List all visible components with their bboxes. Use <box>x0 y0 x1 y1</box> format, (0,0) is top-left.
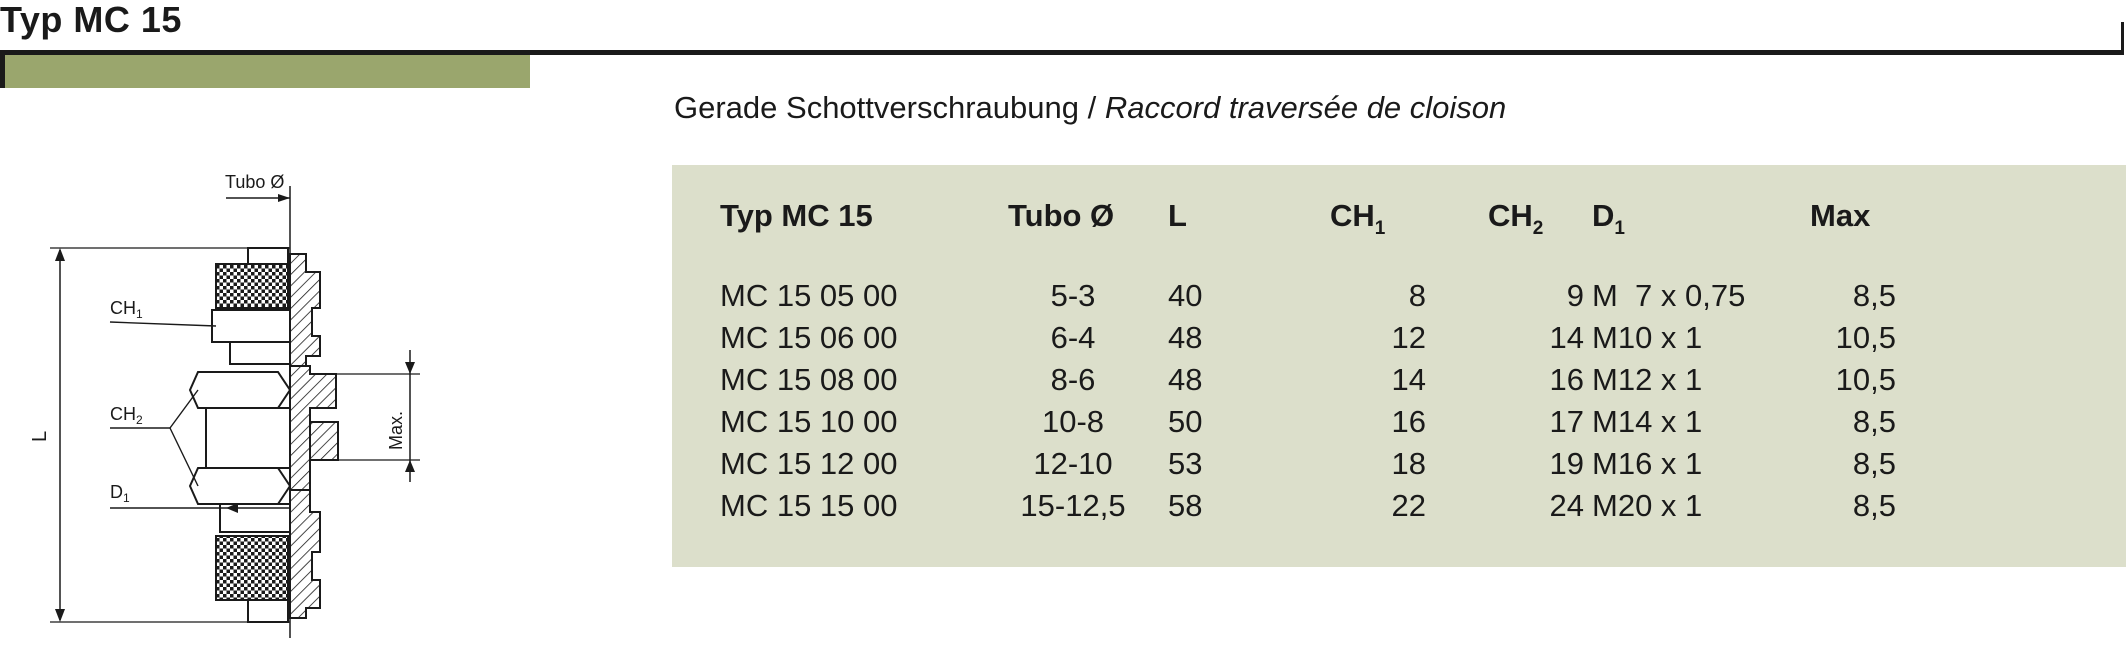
cell-tubo: 5-3 <box>1050 278 1096 313</box>
ch1-leader-line <box>110 322 216 326</box>
cell-d1: M10 x 1 <box>1592 320 1703 355</box>
upper-hex-nut <box>190 372 290 408</box>
ch2-label: $CH_2$ <box>110 404 143 427</box>
cell-tubo: 6-4 <box>1050 320 1096 355</box>
cell-ch2: 9 <box>1566 278 1584 313</box>
ch1-label: $CH_1$ <box>110 298 143 321</box>
cell-ch1: 8 <box>1408 278 1426 313</box>
section-lower-sleeve <box>290 490 320 618</box>
cell-l: 48 <box>1168 362 1203 397</box>
cell-tubo: 8-6 <box>1050 362 1096 397</box>
spec-panel <box>672 165 2126 567</box>
bottom-tube-stub <box>248 600 288 622</box>
cell-d1: M 7 x 0,75 <box>1592 278 1746 313</box>
cell-d1: M14 x 1 <box>1592 404 1703 439</box>
header-ch1: $CH_1$ <box>1330 198 1386 239</box>
body-center <box>206 408 290 468</box>
subtitle-separator: / <box>1078 90 1105 125</box>
cell-typ: MC 15 06 00 <box>720 320 898 355</box>
length-arrow-top <box>55 248 65 261</box>
header-tubo: Tubo Ø <box>1008 198 1115 233</box>
cell-typ: MC 15 05 00 <box>720 278 898 313</box>
cell-l: 40 <box>1168 278 1203 313</box>
cell-typ: MC 15 15 00 <box>720 488 898 523</box>
header-max: Max <box>1810 198 1871 233</box>
cell-d1: M20 x 1 <box>1592 488 1703 523</box>
cell-typ: MC 15 10 00 <box>720 404 898 439</box>
max-label: Max. <box>386 410 406 450</box>
section-lock-nut <box>310 422 338 460</box>
length-label: L <box>29 430 51 442</box>
cell-tubo: 10-8 <box>1041 404 1105 439</box>
tube-diameter-label: Tubo Ø <box>225 172 285 192</box>
cell-d1: M12 x 1 <box>1592 362 1703 397</box>
cell-typ: MC 15 08 00 <box>720 362 898 397</box>
lower-hex-nut <box>190 468 290 504</box>
cell-ch2: 17 <box>1549 404 1584 439</box>
header-l: L <box>1168 198 1187 233</box>
bottom-knurled-nut <box>216 536 288 600</box>
subtitle-german: Gerade Schottverschraubung <box>674 90 1079 125</box>
max-arrow-bottom <box>405 460 415 472</box>
top-knurled-nut <box>216 264 288 308</box>
cell-d1: M16 x 1 <box>1592 446 1703 481</box>
cell-max: 8,5 <box>1852 404 1896 439</box>
cell-ch1: 16 <box>1391 404 1426 439</box>
cell-l: 48 <box>1168 320 1203 355</box>
header-d1: $D_1$ <box>1592 198 1625 239</box>
cell-ch2: 16 <box>1549 362 1584 397</box>
header-typ: Typ MC 15 <box>720 198 873 233</box>
cell-max: 8,5 <box>1852 488 1896 523</box>
ch2-leader-upper <box>170 390 198 428</box>
cell-l: 50 <box>1168 404 1203 439</box>
cell-max: 10,5 <box>1835 320 1896 355</box>
cell-typ: MC 15 12 00 <box>720 446 898 481</box>
top-thread-collar <box>230 342 290 364</box>
d1-label: $D_1$ <box>110 482 130 505</box>
cell-max: 10,5 <box>1835 362 1896 397</box>
product-subtitle <box>674 88 1506 128</box>
cell-max: 8,5 <box>1852 278 1896 313</box>
section-upper-sleeve <box>290 254 320 366</box>
cell-ch2: 19 <box>1549 446 1584 481</box>
cell-l: 53 <box>1168 446 1203 481</box>
cell-max: 8,5 <box>1852 446 1896 481</box>
tube-dimension-arrow <box>278 194 290 202</box>
cell-ch1: 22 <box>1391 488 1426 523</box>
cell-ch2: 24 <box>1549 488 1584 523</box>
cell-ch2: 14 <box>1549 320 1584 355</box>
cell-ch1: 12 <box>1391 320 1426 355</box>
cell-ch1: 18 <box>1391 446 1426 481</box>
cell-tubo: 12-10 <box>1033 446 1113 481</box>
header-ch2: $CH_2$ <box>1488 198 1544 239</box>
cell-l: 58 <box>1168 488 1203 523</box>
page-title: Typ MC 15 <box>0 0 182 40</box>
subtitle-french: Raccord traversée de cloison <box>1104 90 1507 125</box>
technical-drawing <box>20 160 460 640</box>
accent-bar <box>5 55 530 88</box>
length-arrow-bottom <box>55 609 65 622</box>
cell-tubo: 15-12,5 <box>1020 488 1126 523</box>
title-rule-right-edge <box>2121 22 2124 55</box>
max-arrow-top <box>405 362 415 374</box>
top-tube-stub <box>248 248 288 264</box>
ch2-leader-lower <box>170 428 198 486</box>
cell-ch1: 14 <box>1391 362 1426 397</box>
top-nut-neck <box>212 310 290 342</box>
